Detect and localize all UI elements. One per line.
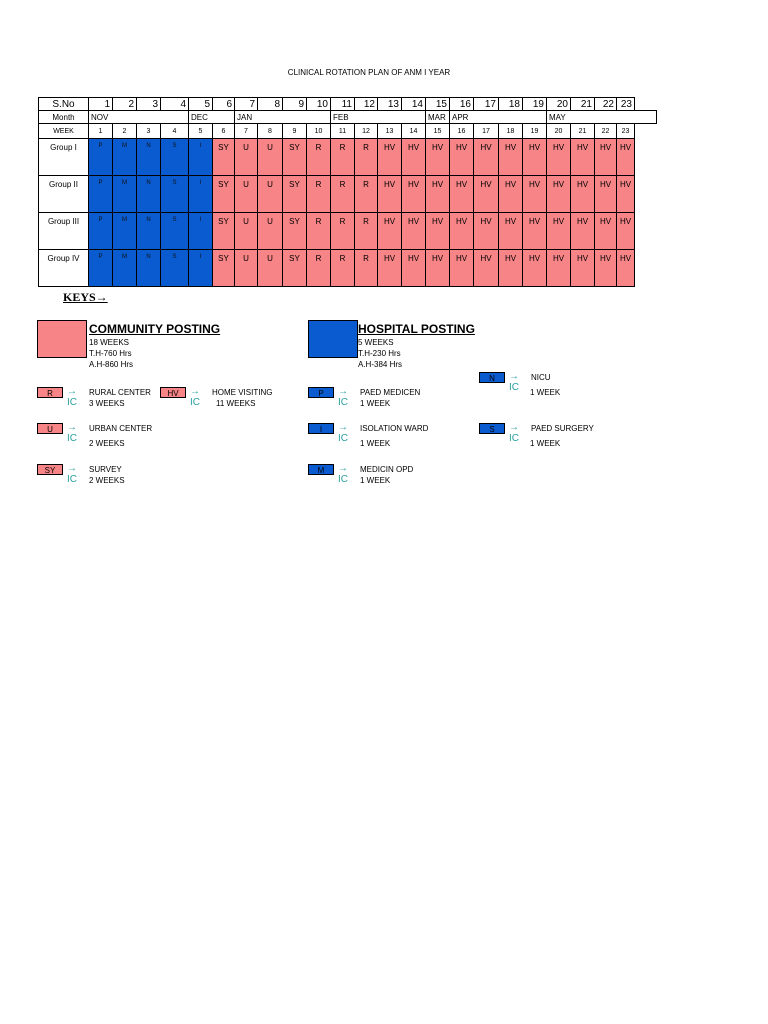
key-paed-medicen-duration: 1 WEEK <box>360 399 391 408</box>
schedule-cell: HV <box>617 176 635 213</box>
schedule-cell: U <box>258 250 283 287</box>
schedule-cell: HV <box>450 213 474 250</box>
key-medicin-opd-swatch: M <box>308 464 334 475</box>
schedule-cell: HV <box>378 250 402 287</box>
schedule-cell: I <box>189 250 213 287</box>
sno-cell: 16 <box>450 98 474 111</box>
hospital-weeks: 5 WEEKS <box>358 338 394 347</box>
schedule-cell: HV <box>402 139 426 176</box>
schedule-cell: R <box>307 250 331 287</box>
week-cell: 14 <box>402 124 426 139</box>
sno-cell: 8 <box>258 98 283 111</box>
schedule-cell: P <box>89 213 113 250</box>
key-rural-swatch: R <box>37 387 63 398</box>
arrow-icon: → IC <box>67 463 77 485</box>
sno-cell: 3 <box>137 98 161 111</box>
week-cell: 5 <box>189 124 213 139</box>
week-cell: 19 <box>523 124 547 139</box>
hospital-details <box>358 337 402 370</box>
schedule-cell: R <box>331 139 355 176</box>
schedule-cell: R <box>355 176 378 213</box>
key-isolation-ward-swatch: I <box>308 423 334 434</box>
week-cell: 9 <box>283 124 307 139</box>
schedule-cell: U <box>235 250 258 287</box>
schedule-cell: HV <box>402 250 426 287</box>
key-paed-surgery-name: PAED SURGERY <box>531 424 594 433</box>
key-urban-swatch: U <box>37 423 63 434</box>
schedule-cell: N <box>137 139 161 176</box>
month-mar: MAR <box>426 111 450 124</box>
sno-cell: 4 <box>161 98 189 111</box>
schedule-cell: HV <box>426 250 450 287</box>
key-urban-duration: 2 WEEKS <box>89 439 125 448</box>
week-cell: 4 <box>161 124 189 139</box>
schedule-cell: P <box>89 139 113 176</box>
schedule-cell: I <box>189 139 213 176</box>
schedule-cell: HV <box>523 213 547 250</box>
hospital-swatch <box>308 320 358 358</box>
month-nov: NOV <box>89 111 189 124</box>
schedule-cell: HV <box>547 139 571 176</box>
schedule-cell: SY <box>283 250 307 287</box>
rotation-table <box>38 97 657 287</box>
schedule-cell: R <box>355 213 378 250</box>
month-label: Month <box>39 111 89 124</box>
schedule-cell: R <box>355 139 378 176</box>
key-isolation-ward-name: ISOLATION WARD <box>360 424 429 433</box>
week-cell: 15 <box>426 124 450 139</box>
key-rural-duration: 3 WEEKS <box>89 399 125 408</box>
schedule-cell: HV <box>499 213 523 250</box>
schedule-cell: S <box>161 139 189 176</box>
key-home-visiting-swatch: HV <box>160 387 186 398</box>
month-row <box>39 111 657 124</box>
schedule-cell: N <box>137 250 161 287</box>
page-title: CLINICAL ROTATION PLAN OF ANM I YEAR <box>287 68 451 77</box>
schedule-cell: U <box>258 139 283 176</box>
schedule-cell: S <box>161 176 189 213</box>
key-isolation-ward-duration: 1 WEEK <box>360 439 391 448</box>
schedule-cell: HV <box>402 176 426 213</box>
schedule-cell: HV <box>617 250 635 287</box>
group-label: Group I <box>39 139 89 176</box>
week-cell: 1 <box>89 124 113 139</box>
community-ah: A.H-860 Hrs <box>89 360 134 369</box>
arrow-icon: → IC <box>338 422 348 444</box>
week-cell: 6 <box>213 124 235 139</box>
month-apr: APR <box>450 111 547 124</box>
week-cell: 22 <box>595 124 617 139</box>
schedule-cell: R <box>331 176 355 213</box>
schedule-cell: HV <box>474 139 499 176</box>
schedule-cell: R <box>307 176 331 213</box>
key-rural-name: RURAL CENTER <box>89 388 151 397</box>
week-cell: 16 <box>450 124 474 139</box>
schedule-cell: HV <box>617 139 635 176</box>
schedule-cell: HV <box>595 139 617 176</box>
schedule-cell: HV <box>402 213 426 250</box>
schedule-cell: SY <box>213 139 235 176</box>
group-label: Group IV <box>39 250 89 287</box>
hospital-th: T.H-230 Hrs <box>358 349 401 358</box>
sno-cell: 1 <box>89 98 113 111</box>
keys-title: KEYS→ <box>63 290 108 304</box>
schedule-cell: HV <box>450 176 474 213</box>
sno-cell: 9 <box>283 98 307 111</box>
schedule-cell: HV <box>378 139 402 176</box>
sno-cell: 22 <box>595 98 617 111</box>
week-cell: 18 <box>499 124 523 139</box>
key-survey-duration: 2 WEEKS <box>89 476 125 485</box>
schedule-cell: HV <box>450 139 474 176</box>
schedule-cell: HV <box>547 213 571 250</box>
schedule-cell: N <box>137 213 161 250</box>
week-label: WEEK <box>39 124 89 139</box>
key-nicu-swatch: N <box>479 372 505 383</box>
schedule-cell: HV <box>595 213 617 250</box>
month-feb: FEB <box>331 111 426 124</box>
hospital-title: HOSPITAL POSTING <box>358 322 475 336</box>
schedule-cell: SY <box>283 139 307 176</box>
week-cell: 21 <box>571 124 595 139</box>
sno-cell: 11 <box>331 98 355 111</box>
arrow-icon: → IC <box>509 422 519 444</box>
schedule-cell: U <box>258 213 283 250</box>
month-dec: DEC <box>189 111 235 124</box>
week-cell: 17 <box>474 124 499 139</box>
schedule-cell: N <box>137 176 161 213</box>
key-urban-name: URBAN CENTER <box>89 424 153 433</box>
schedule-cell: M <box>113 250 137 287</box>
sno-cell: 20 <box>547 98 571 111</box>
schedule-cell: U <box>235 139 258 176</box>
key-home-visiting-name: HOME VISITING <box>212 388 273 397</box>
schedule-cell: HV <box>499 139 523 176</box>
schedule-cell: HV <box>450 250 474 287</box>
community-title: COMMUNITY POSTING <box>89 322 221 336</box>
schedule-cell: SY <box>283 176 307 213</box>
schedule-cell: R <box>331 250 355 287</box>
key-survey-name: SURVEY <box>89 465 122 474</box>
group-row <box>39 213 657 250</box>
week-cell: 8 <box>258 124 283 139</box>
key-paed-medicen-name: PAED MEDICEN <box>360 388 421 397</box>
schedule-cell: R <box>307 139 331 176</box>
week-cell: 11 <box>331 124 355 139</box>
sno-cell: 10 <box>307 98 331 111</box>
schedule-cell: HV <box>571 176 595 213</box>
sno-cell: 21 <box>571 98 595 111</box>
group-row <box>39 176 657 213</box>
key-paed-surgery-duration: 1 WEEK <box>530 439 561 448</box>
schedule-cell: R <box>355 250 378 287</box>
arrow-icon: → IC <box>338 386 348 408</box>
sno-cell: 14 <box>402 98 426 111</box>
community-th: T.H-760 Hrs <box>89 349 132 358</box>
group-label: Group III <box>39 213 89 250</box>
schedule-cell: SY <box>283 213 307 250</box>
week-cell: 10 <box>307 124 331 139</box>
schedule-cell: S <box>161 213 189 250</box>
schedule-cell: HV <box>595 250 617 287</box>
schedule-cell: HV <box>617 213 635 250</box>
community-weeks: 18 WEEKS <box>89 338 130 347</box>
sno-cell: 12 <box>355 98 378 111</box>
schedule-cell: R <box>331 213 355 250</box>
schedule-cell: M <box>113 176 137 213</box>
arrow-icon: → IC <box>67 386 77 408</box>
schedule-cell: HV <box>426 176 450 213</box>
community-swatch <box>37 320 87 358</box>
week-cell: 3 <box>137 124 161 139</box>
week-cell: 7 <box>235 124 258 139</box>
schedule-cell: I <box>189 176 213 213</box>
sno-cell: 15 <box>426 98 450 111</box>
key-nicu-name: NICU <box>531 373 551 382</box>
group-label: Group II <box>39 176 89 213</box>
schedule-cell: HV <box>426 213 450 250</box>
sno-cell: 19 <box>523 98 547 111</box>
group-row <box>39 250 657 287</box>
schedule-cell: M <box>113 139 137 176</box>
key-home-visiting-duration: 11 WEEKS <box>216 399 256 408</box>
community-details <box>89 337 133 370</box>
schedule-cell: HV <box>378 176 402 213</box>
key-paed-surgery-swatch: S <box>479 423 505 434</box>
schedule-cell: HV <box>571 139 595 176</box>
schedule-cell: HV <box>474 176 499 213</box>
month-may: MAY <box>547 111 657 124</box>
arrow-icon: → IC <box>67 422 77 444</box>
schedule-cell: HV <box>523 250 547 287</box>
sno-cell: 6 <box>213 98 235 111</box>
week-cell: 13 <box>378 124 402 139</box>
key-medicin-opd-duration: 1 WEEK <box>360 476 391 485</box>
schedule-cell: P <box>89 250 113 287</box>
schedule-cell: HV <box>547 250 571 287</box>
month-jan: JAN <box>235 111 331 124</box>
key-paed-medicen-swatch: P <box>308 387 334 398</box>
schedule-cell: HV <box>378 213 402 250</box>
week-cell: 23 <box>617 124 635 139</box>
arrow-icon: → IC <box>509 371 519 393</box>
key-nicu-duration: 1 WEEK <box>530 388 561 397</box>
arrow-icon: → IC <box>338 463 348 485</box>
schedule-cell: P <box>89 176 113 213</box>
schedule-cell: HV <box>571 213 595 250</box>
sno-cell: 7 <box>235 98 258 111</box>
schedule-cell: HV <box>426 139 450 176</box>
key-survey-swatch: SY <box>37 464 63 475</box>
sno-cell: 5 <box>189 98 213 111</box>
schedule-cell: HV <box>547 176 571 213</box>
schedule-cell: U <box>258 176 283 213</box>
sno-row <box>39 98 657 111</box>
schedule-cell: U <box>235 213 258 250</box>
arrow-icon: → IC <box>190 386 200 408</box>
schedule-cell: U <box>235 176 258 213</box>
schedule-cell: R <box>307 213 331 250</box>
schedule-cell: I <box>189 213 213 250</box>
sno-cell: 2 <box>113 98 137 111</box>
schedule-cell: SY <box>213 213 235 250</box>
schedule-cell: HV <box>474 213 499 250</box>
schedule-cell: HV <box>523 176 547 213</box>
sno-cell: 23 <box>617 98 635 111</box>
schedule-cell: M <box>113 213 137 250</box>
key-medicin-opd-name: MEDICIN OPD <box>360 465 414 474</box>
schedule-cell: SY <box>213 250 235 287</box>
week-cell: 12 <box>355 124 378 139</box>
schedule-cell: HV <box>571 250 595 287</box>
schedule-cell: HV <box>499 176 523 213</box>
group-row <box>39 139 657 176</box>
week-cell: 2 <box>113 124 137 139</box>
sno-cell: 17 <box>474 98 499 111</box>
hospital-ah: A.H-384 Hrs <box>358 360 403 369</box>
week-cell: 20 <box>547 124 571 139</box>
schedule-cell: HV <box>595 176 617 213</box>
sno-cell: 13 <box>378 98 402 111</box>
schedule-cell: HV <box>523 139 547 176</box>
sno-cell: 18 <box>499 98 523 111</box>
schedule-cell: S <box>161 250 189 287</box>
schedule-cell: HV <box>499 250 523 287</box>
schedule-cell: SY <box>213 176 235 213</box>
schedule-cell: HV <box>474 250 499 287</box>
week-row <box>39 124 657 139</box>
sno-label: S.No <box>39 98 89 111</box>
